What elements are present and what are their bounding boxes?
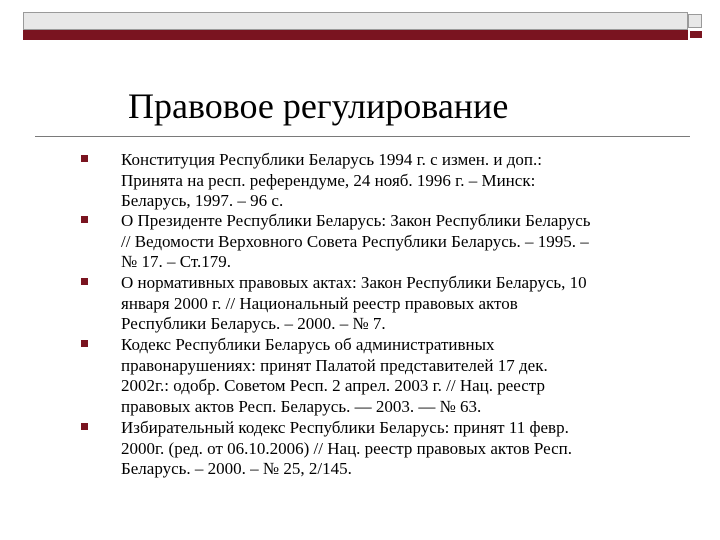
bullet-line: 2000г. (ред. от 06.10.2006) // Нац. реестр правовых актов Респ. — [121, 438, 573, 458]
square-bullet-icon — [81, 340, 88, 347]
bullet-text-1 — [121, 150, 691, 212]
bullet-line: 2002г.: одобр. Советом Респ. 2 апрел. 2003 г. // Нац. реестр — [121, 376, 545, 395]
bullet-line: Кодекс Республики Беларусь об административных — [121, 335, 495, 354]
title-divider — [35, 136, 690, 137]
bullet-text-4 — [121, 335, 691, 417]
bullet-line: № 17. – Ст.179. — [121, 252, 231, 271]
bullet-line: января 2000 г. // Национальный реестр правовых актов — [121, 293, 518, 313]
bullet-text-5 — [121, 418, 691, 480]
corner-square-decoration — [688, 14, 702, 28]
bullet-line: // Ведомости Верховного Совета Республики Беларусь. – 1995. – — [121, 231, 589, 251]
bullet-line: Избирательный кодекс Республики Беларусь: принят 11 февр. — [121, 418, 569, 437]
bullet-line: правовых актов Респ. Беларусь. — 2003. — № 63. — [121, 396, 482, 416]
bullet-line: Принята на респ. референдуме, 24 нояб. 1996 г. – Минск: — [121, 170, 536, 190]
bullet-line: правонарушениях: принят Палатой представителей 17 дек. — [121, 355, 548, 375]
header-band-light — [23, 12, 688, 30]
corner-square-dark-decoration — [690, 31, 702, 38]
square-bullet-icon — [81, 216, 88, 223]
square-bullet-icon — [81, 155, 88, 162]
bullet-line: Беларусь, 1997. – 96 с. — [121, 191, 284, 210]
square-bullet-icon — [81, 278, 88, 285]
bullet-text-2 — [121, 211, 691, 273]
bullet-line: О Президенте Республики Беларусь: Закон Республики Беларусь — [121, 211, 591, 230]
bullet-line: О нормативных правовых актах: Закон Республики Беларусь, 10 — [121, 273, 587, 292]
square-bullet-icon — [81, 423, 88, 430]
bullet-line: Республики Беларусь. – 2000. – № 7. — [121, 314, 386, 333]
bullet-line: Конституция Республики Беларусь 1994 г. с измен. и доп.: — [121, 150, 542, 169]
slide-title: Правовое регулирование — [128, 86, 509, 126]
bullet-text-3 — [121, 273, 691, 335]
bullet-line: Беларусь. – 2000. – № 25, 2/145. — [121, 459, 352, 478]
header-band-dark — [23, 30, 688, 40]
